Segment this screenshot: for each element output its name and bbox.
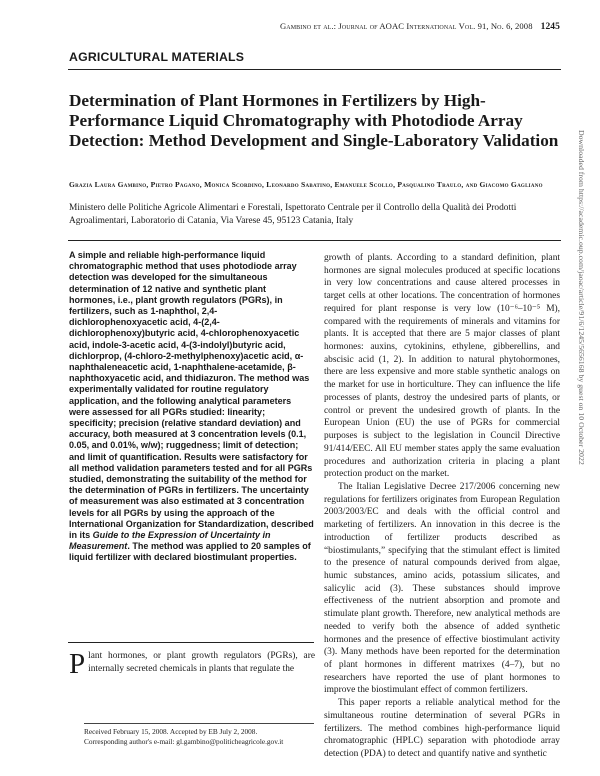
abstract [69,250,314,564]
body-paragraph-1: growth of plants. According to a standard definition, plant hormones are signal molecules produced at specific locations in very low concentrations and cause altered processes in target cells at other locations. The concentration of hormones required for plant response is very low (10⁻⁶–10⁻⁵ M), compared with the requirements of minerals and vitamins for plants. It is accepted that there are 5 major classes of plant hormones: auxins, cytokinins, ethylene, gibberellins, and abscisic acid (1, 2). In addition to natural phytohormones, there are less expensive and more stable synthetic analogs on the market for use in horticulture. They can influence the life processes of plants, destroy the undesired parts of plants, or control or prevent the undesired growth of plants. In the European Union (EU) the use of PGRs for commercial purposes is subject to the legislation in Council Directive 91/414/EEC. All EU member states apply the same evaluation procedures and authorization criteria in placing a plant protection product on the market. [324,253,560,480]
abstract-rule [68,642,314,643]
page-number: 1245 [540,22,560,32]
body-right-column [324,252,560,761]
article-title: Determination of Plant Hormones in Fertilizers by High-Performance Liquid Chromatography with Photodiode Array Detection: Method Development and Single-Laboratory Validation [69,91,559,150]
footnote-rule [84,723,314,724]
header-rule [68,240,561,241]
section-rule [68,69,561,70]
drop-cap: P [69,648,86,680]
affiliation: Ministero delle Politiche Agricole Alimentari e Forestali, Ispettorato Centrale per il Controllo della Qualità dei Prodotti Agroalimentari, Laboratorio di Catania, Via Varese 45, 95123 Catania, Italy [69,203,517,226]
footnote [84,727,324,746]
intro-text: lant hormones, or plant growth regulators (PGRs), are internally secreted chemicals in plants that regulate the [88,651,315,675]
abstract-text-1: A simple and reliable high-performance liquid chromatographic method that uses photodiode array detection was developed for the simultaneous determination of 12 native and synthetic plant hormones, i.e., plant growth regulators (PGRs), in fertilizers, such as 1-naphthol, 2,4-dichlorophenoxyacetic acid, 4-(2,4-dichlorophenoxy)butyric acid, 4-chlorophenoxyacetic acid, indole-3-acetic acid, 4-(3-indolyl)butyric acid, dichlorprop, (4-chloro-2-methylphenoxy)acetic acid, α-naphthaleneacetic acid, 1-naphthalene-acetamide, β-naphthoxyacetic acid, and thidiazuron. The method was experimentally validated for routine regulatory application, and the following analytical parameters were assessed for all PGRs studied: linearity; specificity; precision (relative standard deviation) and accuracy, both measured at 3 concentration levels (0.1, 0.05, and 0.01%, w/w); ruggedness; limit of detection; and limit of quantification. Results were satisfactory for all method validation parameters tested and for all PGRs studied, demonstrating the suitability of the method for the determination of PGRs in fertilizers. The uncertainty of measurement was also estimated at 3 concentration levels for all PGRs by using the approach of the International Organization for Standardization, described in its [69,250,314,541]
intro-paragraph [69,648,315,680]
running-head-text: Gambino et al.: Journal of AOAC International Vol. 91, No. 6, 2008 [279,21,533,31]
abstract-text-2: . The method was applied to 20 samples of liquid fertilizer with declared biostimulant properties. [69,541,311,563]
authors: Grazia Laura Gambino, Pietro Pagano, Monica Scordino, Leonardo Sabatino, Emanuele Scollo, Pasqualino Traulo, and Giacomo Gagliano [69,180,543,189]
running-head [270,21,560,32]
section-label: AGRICULTURAL MATERIALS [69,50,245,64]
received-date: Received February 15, 2008. Accepted by EB July 2, 2008. [84,727,258,736]
body-paragraph-3: This paper reports a reliable analytical method for the simultaneous routine determination of several PGRs in fertilizers. The method combines high-performance liquid chromatographic (HPLC) separation with photodiode array detection (PDA) to detect and quantify native and synthetic [324,698,560,760]
corresponding-email: Corresponding author's e-mail: gl.gambino@politicheagricole.gov.it [84,736,284,746]
download-note: Downloaded from https://academic.oup.com/jaoac/article/91/6/1245/5656168 by guest on 10 October 2022 [577,130,586,465]
abstract-italic-ref: Guide to the Expression of Uncertainty in Measurement [69,530,271,552]
body-paragraph-2: The Italian Legislative Decree 217/2006 concerning new regulations for fertilizers originates from European Regulation 2003/2003/EC and deals with the official control and marketing of fertilizers. An innovation in this decree is the introduction of fertilizer products described as “biostimulants,” specifying that the stimulant effect is limited to the presence of natural compounds derived from algae, humic substances, amino acids, potassium silicates, and salicylic acid (3). These substances should improve effectiveness of the nutrient absorption and promote and stimulate plant growth. Therefore, new analytical methods are needed to verify both the absence of added synthetic hormones and the presence of effective biostimulant activity (3). Many methods have been reported for the determination of plant hormones in different matrixes (4–7), but no researchers have reported the use of plant hormones to improve the biostimulant effect of common fertilizers. [324,481,560,696]
